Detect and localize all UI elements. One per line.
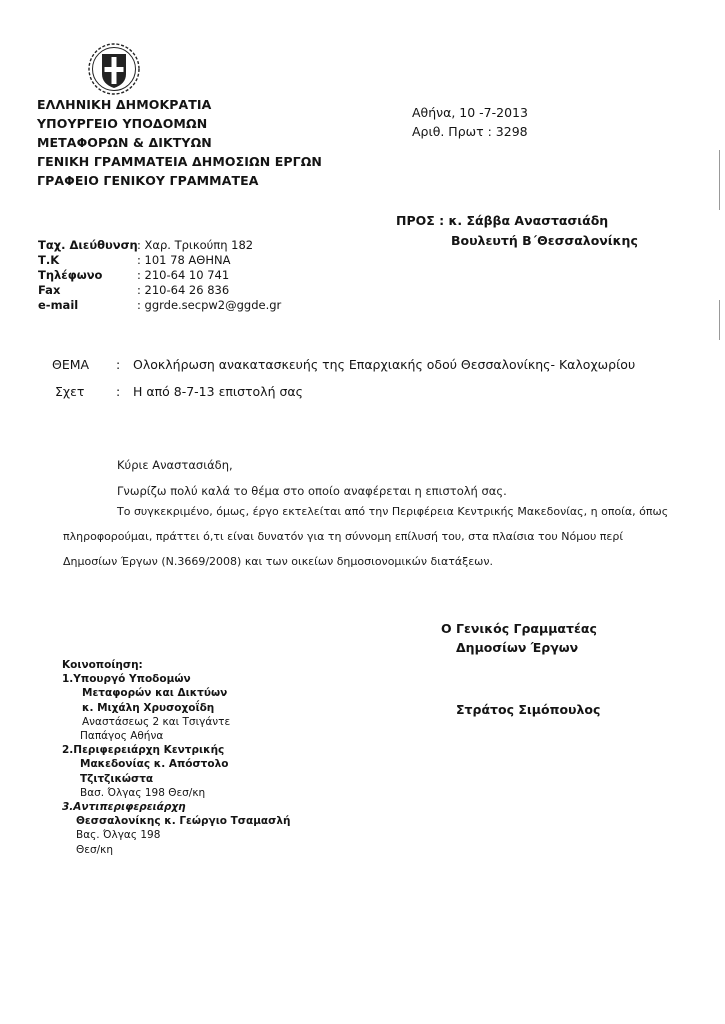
signatory-name: Στράτος Σιμόπουλος xyxy=(456,702,601,717)
letterhead xyxy=(37,95,322,190)
letter-greeting: Κύριε Αναστασιάδη, xyxy=(117,458,233,472)
scan-artifact xyxy=(719,300,720,340)
cc-line: Βας. Όλγας 198 xyxy=(76,829,161,842)
letter-date: Αθήνα, 10 -7-2013 xyxy=(412,105,528,120)
cc-line: κ. Μιχάλη Χρυσοχοΐδη xyxy=(82,701,215,714)
cc-line: 3.Αντιπεριφερειάρχη xyxy=(62,801,186,814)
contact-label: Τ.Κ xyxy=(38,253,60,267)
contact-values xyxy=(137,238,281,313)
signatory-title: Ο Γενικός Γραμματέας xyxy=(441,621,597,636)
cc-block xyxy=(62,658,290,857)
reference-label: Σχετ xyxy=(55,384,85,399)
cc-line: Τζιτζικώστα xyxy=(80,772,154,785)
subject-text: Ολοκλήρωση ανακατασκευής της Επαρχιακής οδού Θεσσαλονίκης- Καλοχωρίου xyxy=(133,357,636,372)
contact-label: Ταχ. Διεύθυνση xyxy=(38,238,138,252)
cc-line: 1.Υπουργό Υποδομών xyxy=(62,673,191,686)
cc-line: Μακεδονίας κ. Απόστολο xyxy=(80,758,229,771)
protocol-number: Αριθ. Πρωτ : 3298 xyxy=(412,124,528,139)
letterhead-line: ΕΛΛΗΝΙΚΗ ΔΗΜΟΚΡΑΤΙΑ xyxy=(37,97,212,112)
subject-label: ΘΕΜΑ xyxy=(52,357,90,372)
contact-value: : 210-64 10 741 xyxy=(137,268,230,282)
letterhead-line: ΥΠΟΥΡΓΕΙΟ ΥΠΟΔΟΜΩΝ xyxy=(37,116,208,131)
contact-label: Fax xyxy=(38,283,61,297)
letter-paragraph-1: Γνωρίζω πολύ καλά το θέμα στο οποίο αναφέρεται η επιστολή σας. xyxy=(117,484,507,498)
cc-line: Θεσσαλονίκης κ. Γεώργιο Τσαμασλή xyxy=(76,815,291,828)
recipient-title: Βουλευτή Β΄Θεσσαλονίκης xyxy=(451,233,638,248)
cc-line: Βασ. Όλγας 198 Θεσ/κη xyxy=(80,786,206,799)
contact-value: : 210-64 26 836 xyxy=(137,283,230,297)
contact-value: : 101 78 ΑΘΗΝΑ xyxy=(137,253,231,267)
scan-artifact xyxy=(719,150,720,210)
cc-heading: Κοινοποίηση: xyxy=(62,659,143,671)
contact-value: : Χαρ. Τρικούπη 182 xyxy=(137,238,254,252)
contact-label: e-mail xyxy=(38,298,79,312)
subject-separator: : xyxy=(116,357,121,372)
contact-label: Τηλέφωνο xyxy=(38,268,103,282)
signatory-department: Δημοσίων Έργων xyxy=(456,640,579,655)
letter-paragraph-2-line-3: Δημοσίων Έργων (Ν.3669/2008) και των οικείων δημοσιονομικών διατάξεων. xyxy=(63,555,493,568)
contact-value: : ggrde.secpw2@ggde.gr xyxy=(137,298,282,312)
recipient-line: ΠΡΟΣ : κ. Σάββα Αναστασιάδη xyxy=(396,213,609,228)
letter-paragraph-2-line-1: Το συγκεκριμένο, όμως, έργο εκτελείται από την Περιφέρεια Κεντρικής Μακεδονίας, η οποία, όπως xyxy=(117,505,669,518)
letterhead-line: ΓΕΝΙΚΗ ΓΡΑΜΜΑΤΕΙΑ ΔΗΜΟΣΙΩΝ ΕΡΓΩΝ xyxy=(37,154,322,169)
cc-line: Παπάγος Αθήνα xyxy=(80,730,164,743)
cc-line: 2.Περιφερειάρχη Κεντρικής xyxy=(62,744,225,757)
letterhead-line: ΓΡΑΦΕΙΟ ΓΕΝΙΚΟΥ ΓΡΑΜΜΑΤΕΑ xyxy=(37,173,259,188)
reference-separator: : xyxy=(116,384,121,399)
coat-of-arms-emblem xyxy=(86,41,142,97)
cc-line: Θεσ/κη xyxy=(76,843,113,856)
cc-line: Μεταφορών και Δικτύων xyxy=(82,687,228,700)
letter-paragraph-2-line-2: πληροφορούμαι, πράττει ό,τι είναι δυνατόν για τη σύννομη επίλυσή του, στα πλαίσια του Νόμου περί xyxy=(63,530,624,543)
contact-labels xyxy=(38,238,138,313)
cc-line: Αναστάσεως 2 και Τσιγάντε xyxy=(82,715,231,728)
letterhead-line: ΜΕΤΑΦΟΡΩΝ & ΔΙΚΤΥΩΝ xyxy=(37,135,212,150)
reference-text: Η από 8-7-13 επιστολή σας xyxy=(133,384,303,399)
